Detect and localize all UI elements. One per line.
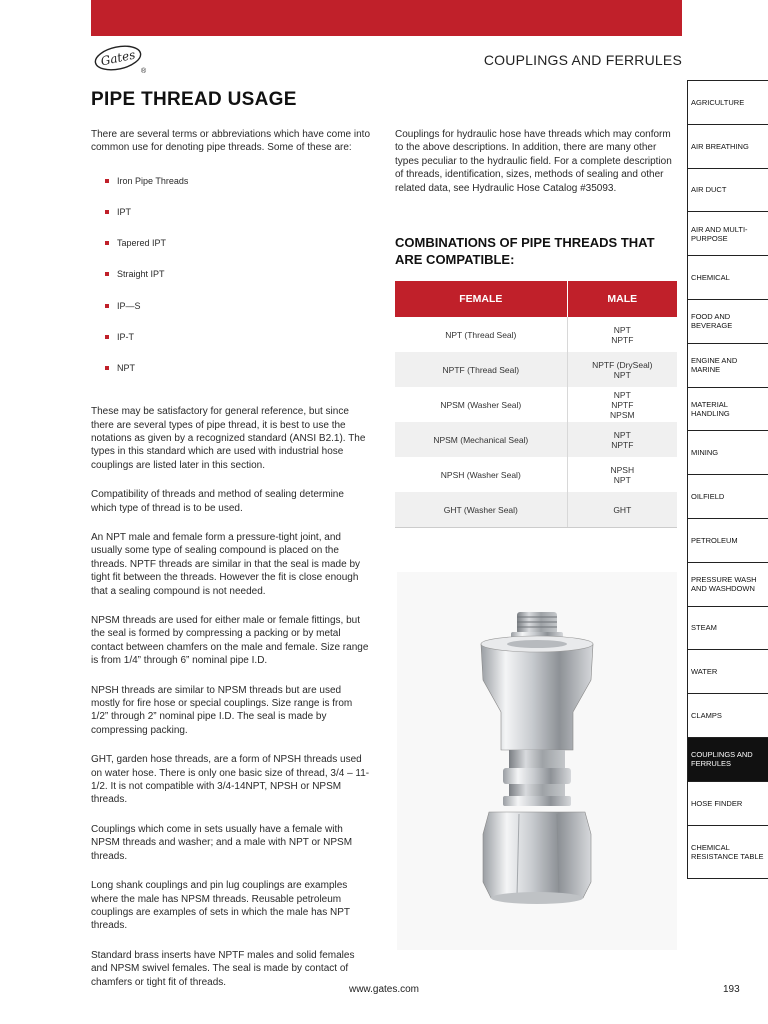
body-paragraph: Long shank couplings and pin lug couplings are examples where the male has NPSM threads. Reusable petroleum couplings are examples of sets in which the male has NPT threads. xyxy=(91,880,350,932)
table-row xyxy=(395,492,677,528)
female-cell: NPSM (Washer Seal) xyxy=(440,399,522,410)
top-accent-bar xyxy=(91,0,682,36)
page-title: PIPE THREAD USAGE xyxy=(91,89,297,110)
list-item: Tapered IPT xyxy=(91,237,371,268)
list-item: IP—S xyxy=(91,300,371,331)
svg-text:Gates: Gates xyxy=(99,47,137,69)
body-paragraph: NPSM threads are used for either male or female fittings, but the seal is formed by compressing a packing or by metal contact between chamfers on the male and female. Size range is from 1/4” through 6” nominal pipe I.D. xyxy=(91,615,369,667)
svg-text:®: ® xyxy=(141,68,147,74)
male-thread: NPTF xyxy=(611,439,634,450)
left-column xyxy=(91,128,371,1005)
sidebar-item-petroleum[interactable]: PETROLEUM xyxy=(687,518,768,562)
list-item: IP-T xyxy=(91,331,371,362)
male-thread: NPT xyxy=(613,324,631,335)
thread-term-list xyxy=(91,175,371,393)
male-column-header: MALE xyxy=(567,281,677,317)
sidebar-item-clamps[interactable]: CLAMPS xyxy=(687,693,768,737)
sidebar-item-food-and-beverage[interactable]: FOOD AND BEVERAGE xyxy=(687,299,768,343)
sidebar-item-chemical-resistance-table[interactable]: CHEMICAL RESISTANCE TABLE xyxy=(687,825,768,879)
list-item: Iron Pipe Threads xyxy=(91,175,371,206)
intro-paragraph: There are several terms or abbreviations which have come into common use for denoting pipe threads. Some of these are: xyxy=(91,129,371,154)
male-cell xyxy=(567,492,677,528)
female-cell: NPSM (Mechanical Seal) xyxy=(395,422,567,457)
female-column-header: FEMALE xyxy=(395,281,567,317)
page-number: 193 xyxy=(723,984,740,995)
sidebar-item-steam[interactable]: STEAM xyxy=(687,606,768,650)
sidebar-item-mining[interactable]: MINING xyxy=(687,430,768,474)
hydraulic-intro-paragraph: Couplings for hydraulic hose have threads which may conform to the above descriptions. In addition, there are many other types peculiar to the hydraulic field. For a complete description of threads, identification, sizes, methods of sealing and other related data, see Hydraulic Hose Catalog #35093. xyxy=(395,129,672,194)
body-paragraph: These may be satisfactory for general reference, but since there are several types of pipe thread, it is best to use the notations as given by a recognized standard (ANSI B2.1). The types in this standard which are used with industrial hose couplings are listed later in this section. xyxy=(91,406,366,471)
table-row xyxy=(395,457,677,492)
sidebar-item-air-breathing[interactable]: AIR BREATHING xyxy=(687,124,768,168)
male-thread: NPT xyxy=(613,369,631,380)
male-cell xyxy=(567,457,677,492)
sidebar-item-agriculture[interactable]: AGRICULTURE xyxy=(687,80,768,124)
female-cell: NPT (Thread Seal) xyxy=(445,329,517,340)
male-cell xyxy=(567,422,677,457)
male-thread: NPT xyxy=(613,389,631,400)
female-cell: NPSH (Washer Seal) xyxy=(440,469,521,480)
sidebar-item-engine-and-marine[interactable]: ENGINE AND MARINE xyxy=(687,343,768,387)
body-paragraph: GHT, garden hose threads, are a form of NPSH threads used on water hose. There is only one basic size of thread, 3/4 – 11-1/2. It is not compatible with 3/4-14NPT, NPSH or NPSM threads. xyxy=(91,754,370,806)
body-paragraph: Couplings which come in sets usually have a female with NPSM threads and washer; and a male with NPT or NPSM threads. xyxy=(91,823,353,862)
table-row xyxy=(395,352,677,387)
male-thread: NPT xyxy=(613,429,631,440)
body-paragraph: Standard brass inserts have NPTF males and solid females and NPSM swivel females. The seal is made by contact of chamfers or tight fit of threads. xyxy=(91,949,355,988)
footer-url[interactable]: www.gates.com xyxy=(348,984,420,995)
compatibility-table xyxy=(395,281,677,528)
male-cell xyxy=(567,352,677,387)
list-item: IPT xyxy=(91,206,371,237)
sidebar-category-nav xyxy=(687,80,768,879)
male-cell xyxy=(567,317,677,352)
sidebar-item-air-and-multi-purpose[interactable]: AIR AND MULTI-PURPOSE xyxy=(687,211,768,255)
sidebar-item-pressure-wash[interactable]: PRESSURE WASH AND WASHDOWN xyxy=(687,562,768,606)
table-row xyxy=(395,422,677,457)
coupling-product-image xyxy=(397,572,677,950)
section-title: COUPLINGS AND FERRULES xyxy=(483,52,682,68)
male-thread: NPTF xyxy=(611,334,634,345)
body-paragraph: NPSH threads are similar to NPSM threads but are used mostly for fire hose or special couplings. Size range is from 1/2” through 2” nominal pipe I.D. The seal is made by compressing packing. xyxy=(91,684,353,736)
male-thread: NPSM xyxy=(610,409,635,420)
table-row xyxy=(395,317,677,352)
male-thread: NPTF xyxy=(611,399,634,410)
male-thread: NPSH xyxy=(610,464,635,475)
sidebar-item-material-handling[interactable]: MATERIAL HANDLING xyxy=(687,387,768,431)
sidebar-item-couplings-and-ferrules[interactable]: COUPLINGS AND FERRULES xyxy=(687,737,768,781)
female-cell: GHT (Washer Seal) xyxy=(395,492,567,528)
male-cell xyxy=(567,387,677,422)
compatible-combinations-heading: COMBINATIONS OF PIPE THREADS THAT ARE COMPATIBLE: xyxy=(395,235,655,267)
male-thread: GHT xyxy=(613,504,632,515)
sidebar-item-water[interactable]: WATER xyxy=(687,649,768,693)
table-row xyxy=(395,387,677,422)
female-cell: NPTF (Thread Seal) xyxy=(395,352,567,387)
body-paragraph: Compatibility of threads and method of sealing determine which type of thread is to be used. xyxy=(91,489,344,514)
sidebar-item-air-duct[interactable]: AIR DUCT xyxy=(687,168,768,212)
list-item: Straight IPT xyxy=(91,268,371,299)
sidebar-item-hose-finder[interactable]: HOSE FINDER xyxy=(687,781,768,825)
body-paragraph: An NPT male and female form a pressure-tight joint, and usually some type of sealing compound is placed on the threads. NPTF threads are similar in that the seal is made by tight fit between the threads. However the fit is close enough that a sealing compound is not needed. xyxy=(91,531,361,597)
gates-logo xyxy=(92,44,148,74)
list-item: NPT xyxy=(91,362,371,393)
sidebar-item-oilfield[interactable]: OILFIELD xyxy=(687,474,768,518)
male-thread: NPTF (DrySeal) xyxy=(592,359,653,370)
sidebar-item-chemical[interactable]: CHEMICAL xyxy=(687,255,768,299)
male-thread: NPT xyxy=(613,474,631,485)
